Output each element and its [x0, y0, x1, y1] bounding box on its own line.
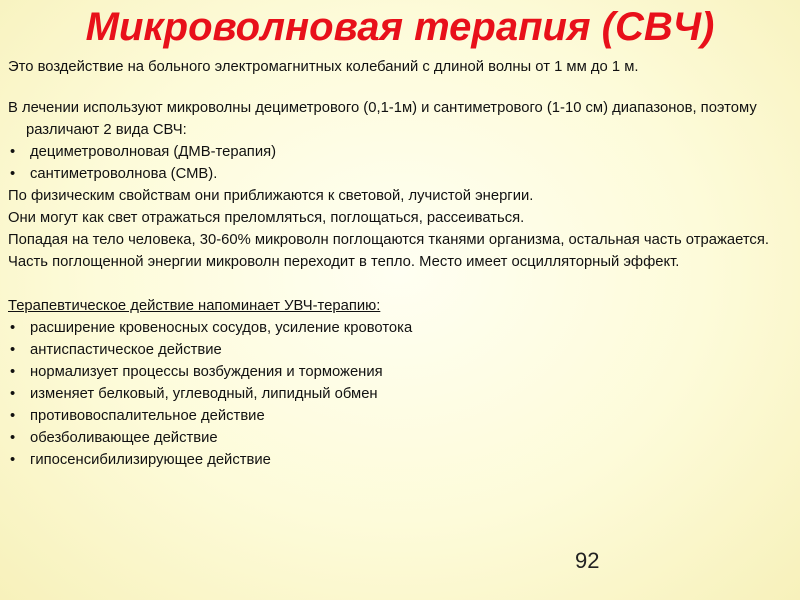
spacer — [8, 78, 788, 97]
list-item: • изменяет белковый, углеводный, липидный обмен — [8, 383, 788, 405]
list-item: • расширение кровеносных сосудов, усиление кровотока — [8, 317, 788, 339]
physical-paragraph: По физическим свойствам они приближаются к световой, лучистой энергии. — [8, 188, 534, 204]
list-item: • дециметроволновая (ДМВ-терапия) — [8, 141, 788, 163]
slide-content — [8, 56, 788, 471]
therapeutic-heading: Терапевтическое действие напоминает УВЧ-терапию: — [8, 298, 381, 314]
physical-paragraph: Часть поглощенной энергии микроволн переходит в тепло. Место имеет осцилляторный эффект. — [8, 254, 680, 270]
list-item: • сантиметроволнова (СМВ). — [8, 163, 788, 185]
list-item: • антиспастическое действие — [8, 339, 788, 361]
slide-title: Микроволновая терапия (СВЧ) — [85, 5, 715, 49]
therapeutic-effects-list — [8, 317, 788, 471]
physical-paragraph: Они могут как свет отражаться преломляться, поглощаться, рассеиваться. — [8, 210, 525, 226]
list-item: • гипосенсибилизирующее действие — [8, 449, 788, 471]
physical-properties — [8, 185, 788, 273]
intro-paragraph: Это воздействие на больного электромагнитных колебаний с длиной волны от 1 мм до 1 м. — [8, 59, 639, 75]
list-item: • нормализует процессы возбуждения и торможения — [8, 361, 788, 383]
treatment-intro-paragraph: В лечении используют микроволны дециметрового (0,1-1м) и сантиметрового (1-10 см) диапазонов, поэтому различают 2 вида СВЧ: — [8, 100, 757, 138]
list-item: • противовоспалительное действие — [8, 405, 788, 427]
spacer — [8, 273, 788, 295]
types-list — [8, 141, 788, 185]
page-number: 92 — [575, 548, 600, 573]
list-item: • обезболивающее действие — [8, 427, 788, 449]
physical-paragraph: Попадая на тело человека, 30-60% микроволн поглощаются тканями организма, остальная часть отражается. — [8, 232, 769, 248]
